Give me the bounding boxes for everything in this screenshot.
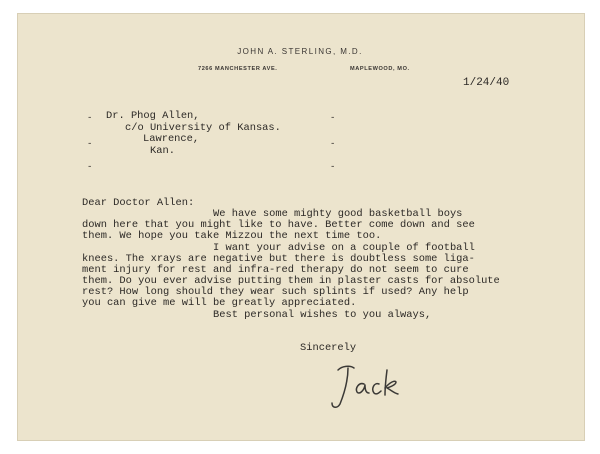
body-line: down here that you might like to have. Better come down and see — [82, 219, 475, 231]
salutation: Dear Doctor Allen: — [82, 197, 195, 209]
margin-dash: - — [87, 113, 93, 123]
body-line: them. We hope you take Mizzou the next time too. — [82, 230, 382, 242]
margin-dash: - — [87, 162, 93, 172]
body-line: them. Do you ever advise putting them in plaster casts for absolute — [82, 275, 500, 287]
margin-dash: - — [330, 162, 336, 172]
body-line: I want your advise on a couple of football — [213, 242, 475, 254]
body-line: knees. The xrays are negative but there is doubtless some liga- — [82, 253, 475, 265]
recipient-city: Lawrence, — [143, 133, 200, 145]
body-line: ment injury for rest and infra-red therapy do not seem to cure — [82, 264, 469, 276]
margin-dash: - — [330, 139, 336, 149]
letterhead-name: JOHN A. STERLING, M.D. — [237, 47, 363, 56]
recipient-name: Dr. Phog Allen, — [106, 110, 200, 122]
body-line: you can give me will be greatly appreciated. — [82, 297, 357, 309]
closing: Sincerely — [300, 342, 357, 354]
margin-dash: - — [330, 113, 336, 123]
body-line: We have some mighty good basketball boys — [213, 208, 463, 220]
handwritten-signature — [326, 360, 416, 412]
letterhead-city: MAPLEWOOD, MO. — [350, 66, 410, 72]
margin-dash: - — [87, 139, 93, 149]
letter-date: 1/24/40 — [463, 77, 510, 89]
body-line: Best personal wishes to you always, — [213, 309, 432, 321]
recipient-institution: c/o University of Kansas. — [125, 122, 281, 134]
letterhead-address: 7266 MANCHESTER AVE. — [198, 66, 278, 72]
body-line: rest? How long should they wear such splints if used? Any help — [82, 286, 469, 298]
recipient-state: Kan. — [150, 145, 175, 157]
